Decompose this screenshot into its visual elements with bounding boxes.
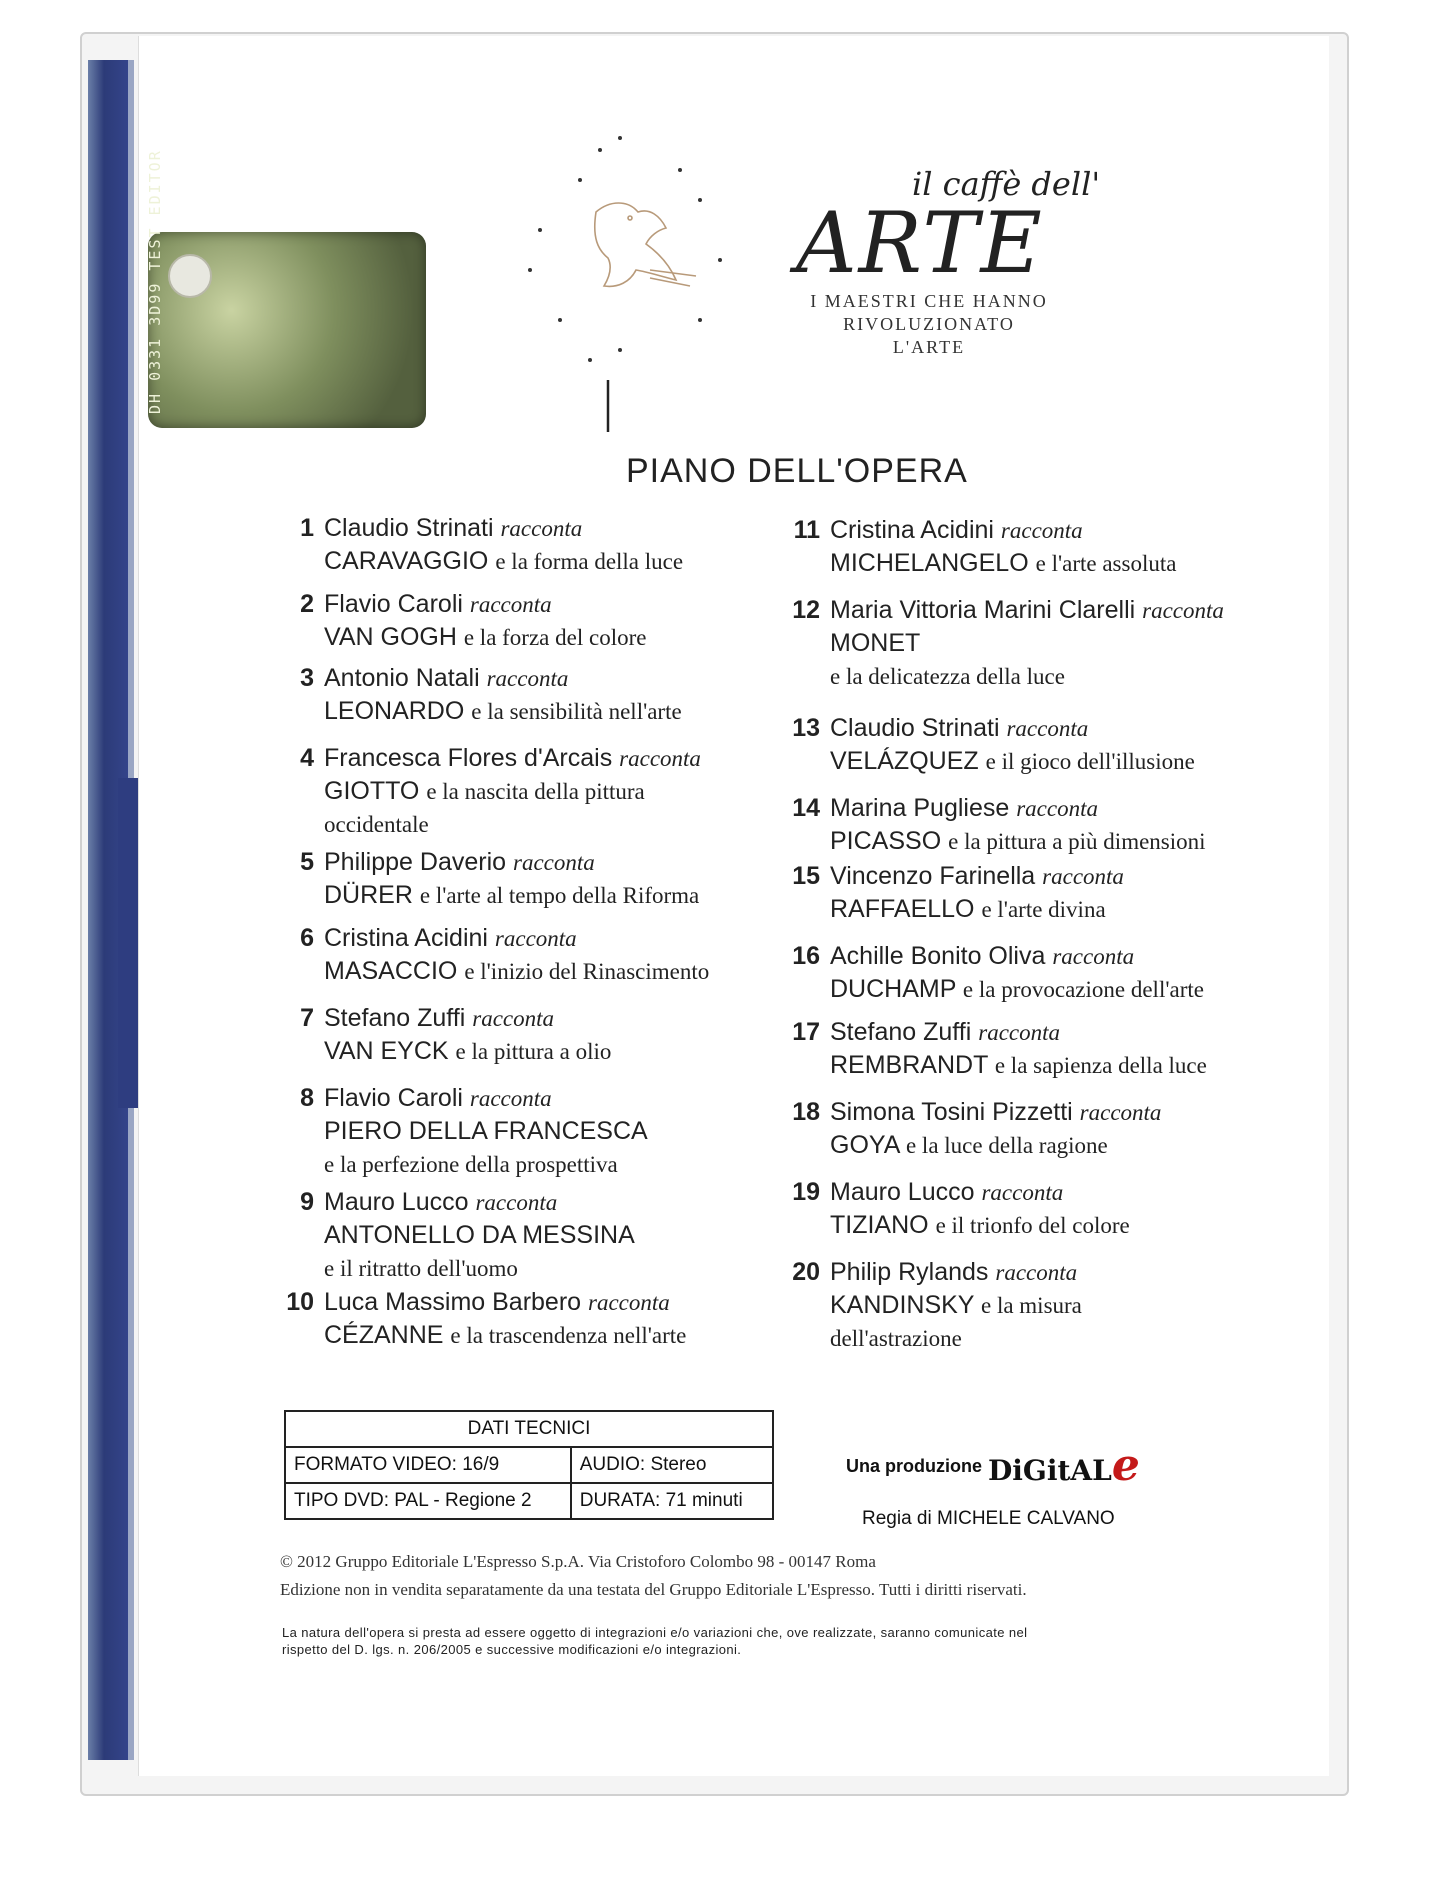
episode-number: 11	[793, 516, 820, 544]
episode-narrator: Achille Bonito Oliva	[830, 942, 1046, 970]
episode-body	[830, 1176, 1130, 1242]
episode-artist: LEONARDO	[324, 697, 465, 725]
episode-artist: RAFFAELLO	[830, 895, 975, 923]
episode-topic: e la forza del colore	[463, 625, 647, 650]
tech-data-table	[284, 1410, 774, 1520]
episode-verb: racconta	[1042, 864, 1124, 889]
tech-duration: DURATA: 71 minuti	[571, 1483, 773, 1519]
episode-topic: e la pittura a più dimensioni	[948, 829, 1206, 854]
episode-verb: racconta	[469, 592, 552, 617]
legal-notice: La natura dell'opera si presta ad essere oggetto di integrazioni e/o variazioni che, ove realizzate, saranno comunicate nel rispetto del D. lgs. n. 206/2005 e successive modificazioni e/o integrazioni.	[282, 1625, 1028, 1657]
episode-body	[324, 662, 682, 728]
copyright-line-2: Edizione non in vendita separatamente da una testata del Gruppo Editoriale L'Espresso. Tutti i diritti riservati.	[280, 1580, 1027, 1599]
episode-artist: PICASSO	[830, 827, 942, 855]
episode-narrator: Mauro Lucco	[324, 1188, 469, 1216]
plan-title: PIANO DELL'OPERA	[626, 452, 968, 490]
episode-narrator: Flavio Caroli	[324, 1084, 463, 1112]
episode-narrator: Marina Pugliese	[830, 794, 1010, 822]
episode-verb: racconta	[500, 516, 583, 541]
episode-verb: racconta	[513, 850, 595, 875]
episode-narrator: Mauro Lucco	[830, 1178, 975, 1206]
episode-artist: VAN GOGH	[324, 623, 457, 651]
episode-narrator: Claudio Strinati	[830, 714, 1000, 742]
episode-body	[324, 1002, 611, 1068]
logo-caffe: il caffè dell'	[912, 165, 1101, 203]
episode-number: 16	[792, 942, 820, 970]
copyright-block	[280, 1548, 1180, 1604]
episode-number: 7	[300, 1004, 314, 1032]
episode-narrator: Luca Massimo Barbero	[324, 1288, 582, 1316]
hologram-text: DH 0331 3D99 TEST EDITOR	[146, 149, 164, 414]
episode-body	[830, 514, 1176, 580]
episode-number: 17	[792, 1018, 820, 1046]
episode-number: 3	[300, 664, 314, 692]
episode-number: 9	[300, 1188, 314, 1216]
tech-table-title: DATI TECNICI	[285, 1411, 773, 1447]
episode-topic-cont: e la delicatezza della luce	[830, 664, 1065, 689]
tech-audio: AUDIO: Stereo	[571, 1447, 773, 1483]
episode-narrator: Cristina Acidini	[830, 516, 994, 544]
episode-topic: e la sensibilità nell'arte	[471, 699, 682, 724]
episode-number: 12	[792, 596, 820, 624]
episode-artist: DÜRER	[324, 881, 413, 909]
episode-number: 6	[300, 924, 314, 952]
episode-narrator: Claudio Strinati	[324, 514, 494, 542]
episode-body	[324, 588, 646, 654]
episode-topic: e la misura	[980, 1293, 1082, 1318]
episode-number: 1	[300, 514, 314, 542]
episode-number: 8	[300, 1084, 314, 1112]
episode-body	[830, 1096, 1161, 1162]
episode-number: 14	[792, 794, 820, 822]
episode-artist: GIOTTO	[324, 777, 420, 805]
episode-body	[830, 1016, 1207, 1082]
episode-topic: e la luce della ragione	[905, 1133, 1108, 1158]
episode-verb: racconta	[1006, 716, 1089, 741]
episode-body	[830, 1256, 1082, 1355]
logo-arte: ARTE	[796, 194, 1044, 292]
episode-topic: e l'arte assoluta	[1035, 551, 1177, 576]
episode-topic-cont: dell'astrazione	[830, 1326, 962, 1351]
episode-narrator: Vincenzo Farinella	[830, 862, 1036, 890]
episode-artist: MASACCIO	[324, 957, 458, 985]
episode-artist: VAN EYCK	[324, 1037, 449, 1065]
episode-topic: e l'arte al tempo della Riforma	[419, 883, 700, 908]
episode-narrator: Maria Vittoria Marini Clarelli	[830, 596, 1136, 624]
episode-narrator: Philippe Daverio	[324, 848, 507, 876]
episode-body	[830, 860, 1124, 926]
episode-artist: KANDINSKY	[830, 1291, 975, 1319]
episode-verb: racconta	[981, 1180, 1064, 1205]
episode-body	[830, 940, 1204, 1006]
episode-topic-cont: e il ritratto dell'uomo	[324, 1256, 518, 1281]
episode-artist: DUCHAMP	[830, 975, 956, 1003]
episode-body	[324, 512, 683, 578]
copyright-line-1: © 2012 Gruppo Editoriale L'Espresso S.p.A. Via Cristoforo Colombo 98 - 00147 Roma	[280, 1552, 876, 1571]
episode-number: 13	[792, 714, 820, 742]
episode-artist: GOYA	[830, 1131, 900, 1159]
episode-narrator: Philip Rylands	[830, 1258, 989, 1286]
episode-number: 19	[792, 1178, 820, 1206]
episode-artist: ANTONELLO DA MESSINA	[324, 1221, 635, 1249]
episode-verb: racconta	[1079, 1100, 1162, 1125]
episode-body	[324, 742, 701, 841]
episode-artist: VELÁZQUEZ	[830, 747, 979, 775]
episode-verb: racconta	[1142, 598, 1224, 623]
episode-topic: e la sapienza della luce	[994, 1053, 1207, 1078]
episode-topic: e il trionfo del colore	[935, 1213, 1130, 1238]
episode-number: 10	[286, 1288, 314, 1316]
episode-verb: racconta	[1000, 518, 1083, 543]
episode-number: 15	[792, 862, 820, 890]
episode-artist: REMBRANDT	[830, 1051, 988, 1079]
digitale-e: e	[1111, 1440, 1140, 1491]
episode-artist: MICHELANGELO	[830, 549, 1029, 577]
digitale-brand: DiGitAL	[988, 1454, 1112, 1487]
episode-narrator: Flavio Caroli	[324, 590, 463, 618]
episode-topic: e il gioco dell'illusione	[985, 749, 1195, 774]
episode-topic: e la trascendenza nell'arte	[450, 1323, 687, 1348]
episode-verb: racconta	[1016, 796, 1098, 821]
episode-number: 2	[300, 590, 314, 618]
episode-narrator: Stefano Zuffi	[324, 1004, 466, 1032]
episode-verb: racconta	[1052, 944, 1135, 969]
episode-body	[324, 1186, 635, 1285]
episode-narrator: Stefano Zuffi	[830, 1018, 972, 1046]
episode-narrator: Cristina Acidini	[324, 924, 488, 952]
episode-artist: PIERO DELLA FRANCESCA	[324, 1117, 648, 1145]
episode-verb: racconta	[619, 746, 701, 771]
hologram-sticker	[146, 149, 426, 428]
episode-topic: e la pittura a olio	[455, 1039, 612, 1064]
episode-verb: racconta	[475, 1190, 558, 1215]
episode-topic: e la provocazione dell'arte	[962, 977, 1204, 1002]
episode-verb: racconta	[978, 1020, 1061, 1045]
episode-narrator: Antonio Natali	[324, 664, 480, 692]
hologram-dot	[168, 254, 212, 298]
tech-dvd: TIPO DVD: PAL - Regione 2	[285, 1483, 571, 1519]
episode-body	[830, 712, 1195, 778]
episode-topic-cont: e la perfezione della prospettiva	[324, 1152, 618, 1177]
episode-topic: e la forma della luce	[495, 549, 684, 574]
episode-artist: CÉZANNE	[324, 1321, 444, 1349]
episode-verb: racconta	[995, 1260, 1078, 1285]
episode-number: 5	[300, 848, 314, 876]
episode-narrator: Simona Tosini Pizzetti	[830, 1098, 1073, 1126]
episode-verb: racconta	[472, 1006, 555, 1031]
episode-narrator: Francesca Flores d'Arcais	[324, 744, 613, 772]
tech-format: FORMATO VIDEO: 16/9	[285, 1447, 571, 1483]
episode-artist: CARAVAGGIO	[324, 547, 489, 575]
episode-body	[324, 922, 709, 988]
episode-body	[324, 1286, 686, 1352]
episode-verb: racconta	[494, 926, 577, 951]
episode-number: 4	[300, 744, 314, 772]
episode-body	[324, 846, 699, 912]
digitale-logo	[988, 1440, 1140, 1491]
episode-artist: TIZIANO	[830, 1211, 929, 1239]
episode-number: 20	[792, 1258, 820, 1286]
episode-body	[830, 792, 1206, 858]
episode-topic: e l'inizio del Rinascimento	[464, 959, 710, 984]
episode-verb: racconta	[469, 1086, 552, 1111]
episode-topic: e la nascita della pittura	[426, 779, 645, 804]
dove-sketch-icon	[500, 120, 760, 440]
episode-verb: racconta	[486, 666, 569, 691]
production-label: Una produzione	[846, 1456, 982, 1476]
episode-topic: e l'arte divina	[981, 897, 1106, 922]
logo-tagline: I MAESTRI CHE HANNO RIVOLUZIONATO L'ARTE	[810, 291, 1048, 357]
episode-body	[830, 594, 1224, 693]
regia-credit: Regia di MICHELE CALVANO	[862, 1508, 1115, 1529]
episode-body	[324, 1082, 648, 1181]
episode-verb: racconta	[588, 1290, 670, 1315]
episode-number: 18	[792, 1098, 820, 1126]
episode-artist: MONET	[830, 629, 921, 657]
episode-topic-cont: occidentale	[324, 812, 429, 837]
